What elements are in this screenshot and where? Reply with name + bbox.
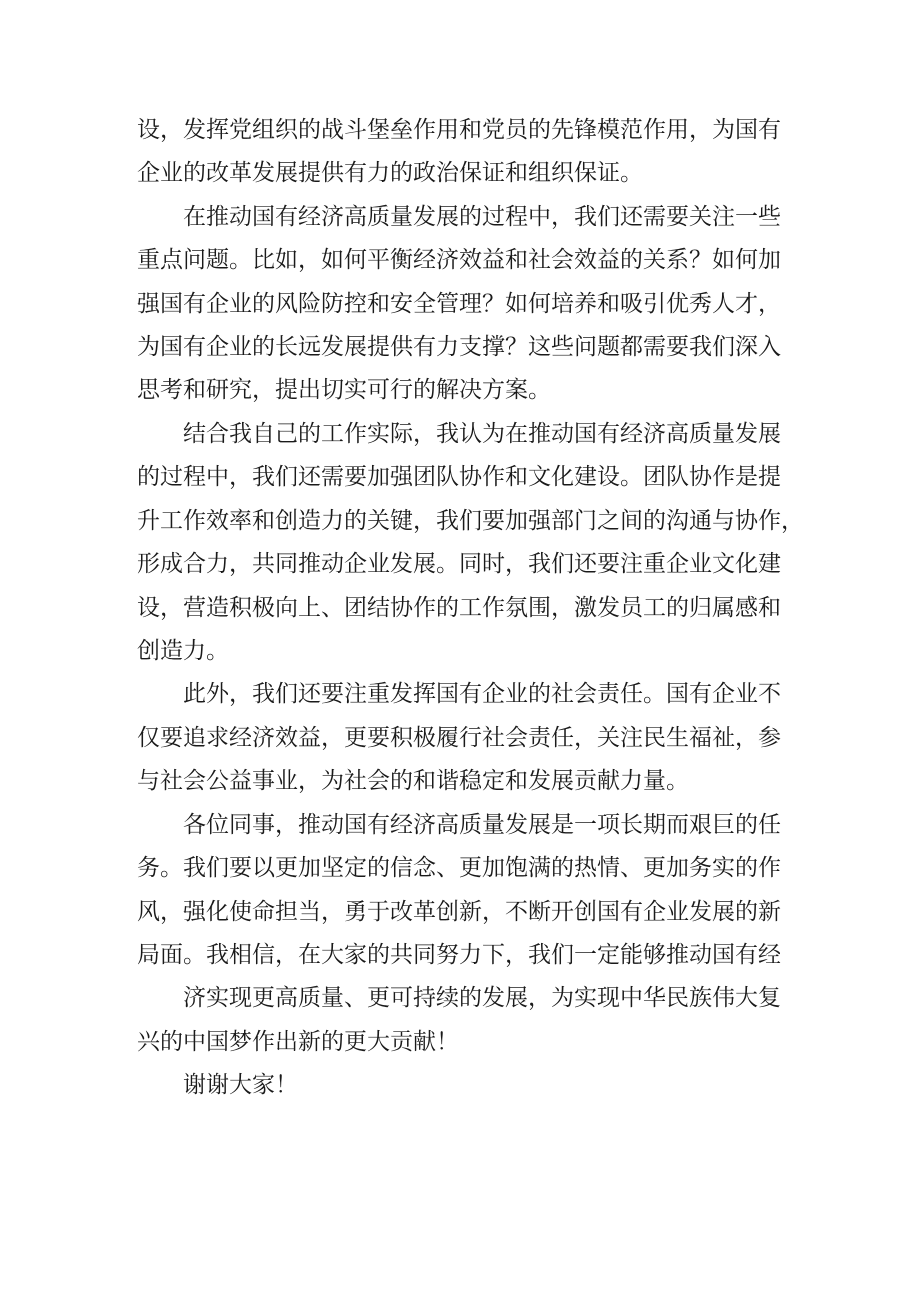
text-line: 设，发挥党组织的战斗堡垒作用和党员的先锋模范作用，为国有 xyxy=(137,117,781,143)
text-line: 的过程中，我们还需要加强团队协作和文化建设。团队协作是提 xyxy=(137,464,781,490)
paragraph-first-line: 此外，我们还要注重发挥国有企业的社会责任。国有企业不 xyxy=(183,681,781,707)
text-line: 仅要追求经济效益，更要积极履行社会责任，关注民生福祉，参 xyxy=(137,725,781,751)
paragraph-first-line: 各位同事，推动国有经济高质量发展是一项长期而艰巨的任 xyxy=(183,812,781,838)
text-line: 风，强化使命担当，勇于改革创新，不断开创国有企业发展的新 xyxy=(137,899,781,925)
closing-line: 谢谢大家！ xyxy=(183,1072,298,1098)
text-line: 强国有企业的风险防控和安全管理？如何培养和吸引优秀人才， xyxy=(137,291,781,317)
text-line: 务。我们要以更加坚定的信念、更加饱满的热情、更加务实的作 xyxy=(137,855,781,881)
paragraph-first-line: 结合我自己的工作实际，我认为在推动国有经济高质量发展 xyxy=(183,421,781,447)
text-line: 局面。我相信，在大家的共同努力下，我们一定能够推动国有经 xyxy=(137,942,781,968)
text-line: 重点问题。比如，如何平衡经济效益和社会效益的关系？如何加 xyxy=(137,247,781,273)
text-line: 创造力。 xyxy=(137,638,229,664)
text-line: 济实现更高质量、更可持续的发展，为实现中华民族伟大复 xyxy=(183,985,781,1011)
text-line: 与社会公益事业，为社会的和谐稳定和发展贡献力量。 xyxy=(137,768,689,794)
text-line: 升工作效率和创造力的关键，我们要加强部门之间的沟通与协作， xyxy=(137,508,804,534)
paragraph-first-line: 在推动国有经济高质量发展的过程中，我们还需要关注一些 xyxy=(183,204,781,230)
text-line: 企业的改革发展提供有力的政治保证和组织保证。 xyxy=(137,160,643,186)
text-line: 形成合力，共同推动企业发展。同时，我们还要注重企业文化建 xyxy=(137,551,781,577)
text-line: 为国有企业的长远发展提供有力支撑？这些问题都需要我们深入 xyxy=(137,334,781,360)
text-line: 兴的中国梦作出新的更大贡献！ xyxy=(137,1029,459,1055)
text-line: 设，营造积极向上、团结协作的工作氛围，激发员工的归属感和 xyxy=(137,595,781,621)
text-line: 思考和研究，提出切实可行的解决方案。 xyxy=(137,377,551,403)
